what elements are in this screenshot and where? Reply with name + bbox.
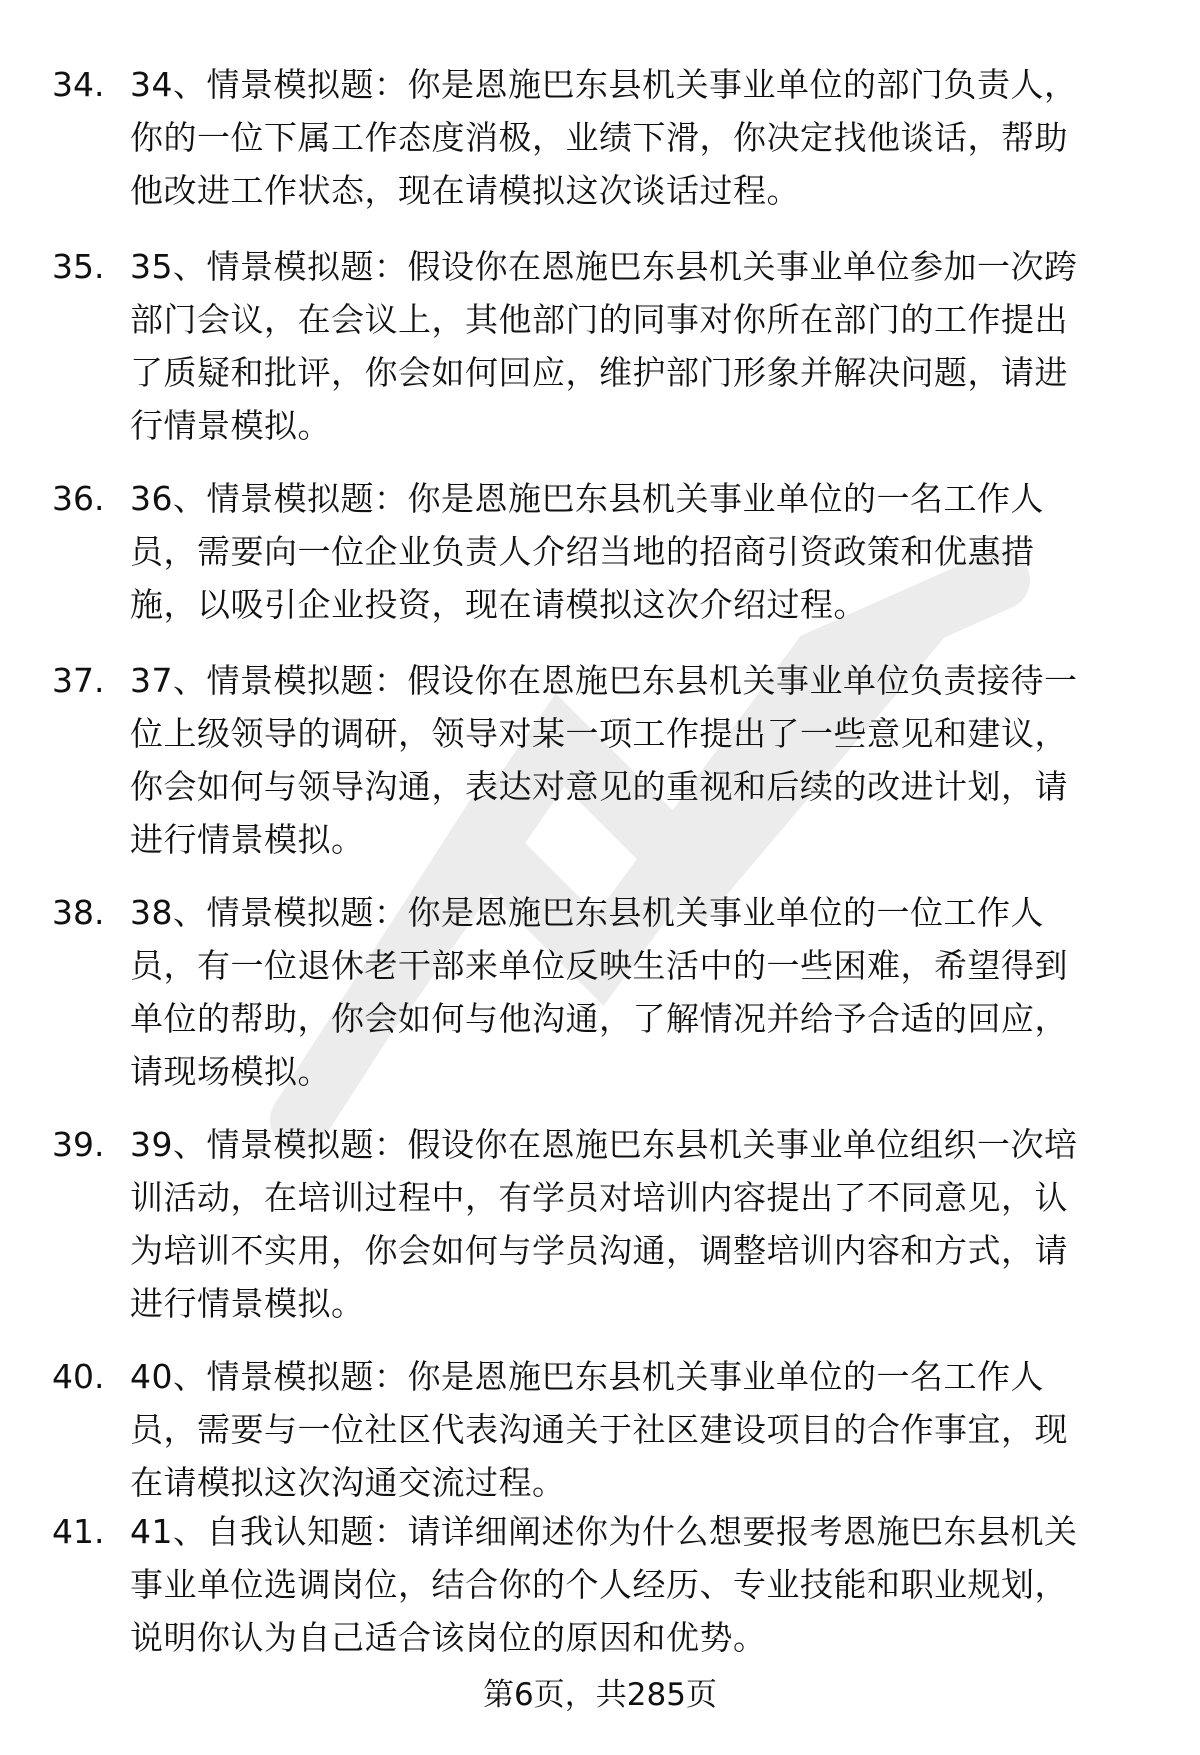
item-text-line: 40、情景模拟题：你是恩施巴东县机关事业单位的一名工作人 (130, 1357, 1044, 1396)
list-item (52, 886, 1162, 1098)
item-text-line: 进行情景模拟。 (130, 1284, 365, 1323)
item-text-line: 部门会议，在会议上，其他部门的同事对你所在部门的工作提出 (130, 300, 1068, 339)
list-item (52, 654, 1162, 866)
item-text-line: 为培训不实用，你会如何与学员沟通，调整培训内容和方式，请 (130, 1231, 1068, 1270)
item-text-line: 进行情景模拟。 (130, 820, 365, 859)
item-text-line: 41、自我认知题：请详细阐述你为什么想要报考恩施巴东县机关 (130, 1512, 1078, 1551)
list-item (52, 1118, 1162, 1330)
item-number: 38. (52, 893, 105, 932)
item-text-line: 39、情景模拟题：假设你在恩施巴东县机关事业单位组织一次培 (130, 1125, 1078, 1164)
list-item (52, 1505, 1162, 1664)
item-number: 37. (52, 661, 105, 700)
item-text (130, 1505, 1162, 1664)
item-text-line: 36、情景模拟题：你是恩施巴东县机关事业单位的一名工作人 (130, 479, 1044, 518)
list-item (52, 58, 1162, 217)
item-text-line: 施，以吸引企业投资，现在请模拟这次介绍过程。 (130, 585, 867, 624)
list-item (52, 240, 1162, 452)
item-text-line: 了质疑和批评，你会如何回应，维护部门形象并解决问题，请进 (130, 353, 1068, 392)
item-number: 41. (52, 1512, 105, 1551)
list-item (52, 1350, 1162, 1509)
page-footer: 第6页，共285页 (483, 1677, 717, 1713)
item-text-line: 38、情景模拟题：你是恩施巴东县机关事业单位的一位工作人 (130, 893, 1044, 932)
item-text-line: 你会如何与领导沟通，表达对意见的重视和后续的改进计划，请 (130, 767, 1068, 806)
item-text-line: 37、情景模拟题：假设你在恩施巴东县机关事业单位负责接待一 (130, 661, 1078, 700)
item-text (130, 472, 1162, 631)
item-number: 35. (52, 247, 105, 286)
item-text (130, 1350, 1162, 1509)
item-text-line: 34、情景模拟题：你是恩施巴东县机关事业单位的部门负责人， (130, 65, 1078, 104)
item-number: 39. (52, 1125, 105, 1164)
item-number: 36. (52, 479, 105, 518)
item-text-line: 员，需要与一位社区代表沟通关于社区建设项目的合作事宜，现 (130, 1410, 1068, 1449)
item-text-line: 请现场模拟。 (130, 1052, 331, 1091)
item-text-line: 员，需要向一位企业负责人介绍当地的招商引资政策和优惠措 (130, 532, 1035, 571)
item-text-line: 训活动，在培训过程中，有学员对培训内容提出了不同意见，认 (130, 1178, 1068, 1217)
item-text-line: 在请模拟这次沟通交流过程。 (130, 1463, 566, 1502)
item-text-line: 你的一位下属工作态度消极，业绩下滑，你决定找他谈话，帮助 (130, 118, 1068, 157)
item-number: 34. (52, 65, 105, 104)
item-text (130, 886, 1162, 1098)
item-text-line: 行情景模拟。 (130, 406, 331, 445)
item-text (130, 1118, 1162, 1330)
item-text-line: 35、情景模拟题：假设你在恩施巴东县机关事业单位参加一次跨 (130, 247, 1078, 286)
item-text-line: 事业单位选调岗位，结合你的个人经历、专业技能和职业规划， (130, 1565, 1068, 1604)
item-text-line: 单位的帮助，你会如何与他沟通，了解情况并给予合适的回应， (130, 999, 1068, 1038)
item-text (130, 58, 1162, 217)
item-text (130, 654, 1162, 866)
item-text-line: 员，有一位退休老干部来单位反映生活中的一些困难，希望得到 (130, 946, 1068, 985)
item-text-line: 他改进工作状态，现在请模拟这次谈话过程。 (130, 171, 800, 210)
item-text-line: 位上级领导的调研，领导对某一项工作提出了一些意见和建议， (130, 714, 1068, 753)
list-item (52, 472, 1162, 631)
item-text (130, 240, 1162, 452)
item-text-line: 说明你认为自己适合该岗位的原因和优势。 (130, 1618, 767, 1657)
item-number: 40. (52, 1357, 105, 1396)
